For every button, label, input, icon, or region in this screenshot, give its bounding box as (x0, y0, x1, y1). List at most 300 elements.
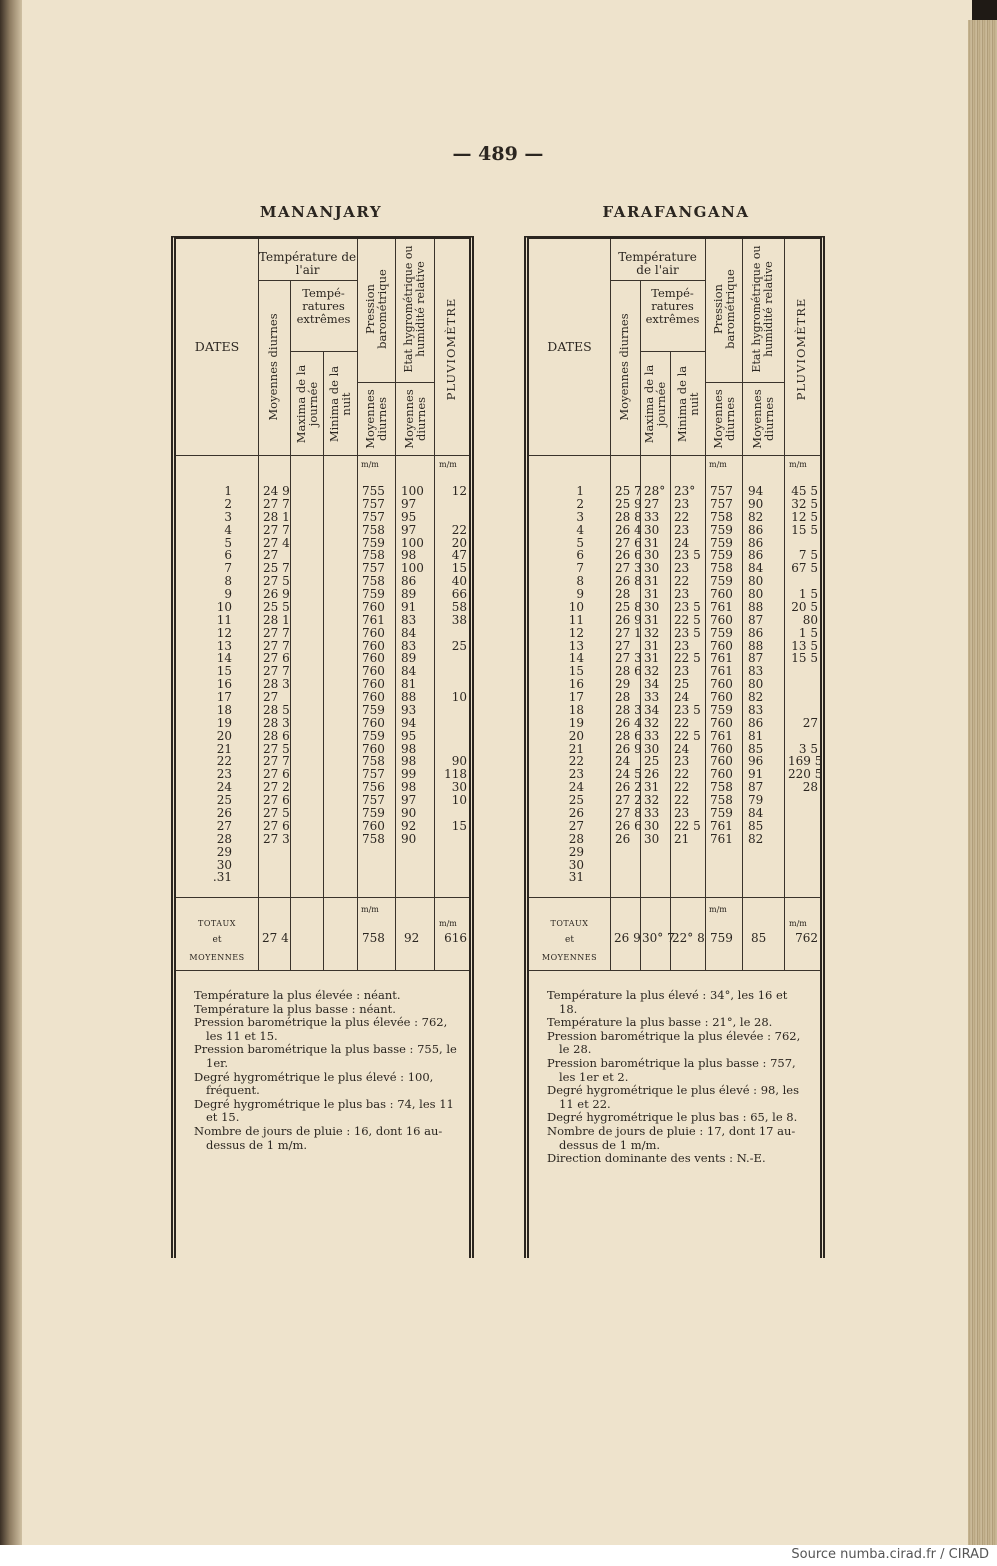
cell-date: 6 (224, 548, 232, 563)
cell-moyenne: 24 9 (263, 484, 290, 498)
cell-pluvio: 38 (451, 612, 467, 627)
cell-date: 17 (568, 690, 584, 705)
column-rule (784, 239, 785, 970)
cell-date: 13 (216, 638, 232, 653)
label-et: et (212, 935, 222, 945)
cell-pression: 760 (362, 651, 385, 666)
cell-total: 26 9 (614, 931, 641, 945)
cell-pression: 758 (362, 831, 385, 846)
cell-pression: 760 (710, 754, 733, 769)
column-rule (290, 280, 291, 970)
cell-date: 8 (576, 574, 584, 589)
cell-date: 2 (224, 496, 232, 511)
cell-date: 12 (216, 625, 232, 640)
cell-maxima: 33 (644, 728, 660, 743)
cell-minima: 25 (674, 677, 690, 692)
note-line: Nombre de jours de pluie : 16, dont 16 au-dessus de 1 m/m. (194, 1123, 443, 1152)
cell-date: 10 (568, 599, 584, 614)
header-pression: Pression barométrique (710, 269, 737, 349)
cell-moyenne: 26 4 (615, 522, 642, 537)
cell-hygro: 79 (748, 793, 764, 808)
cell-pluvio: 32 5 (791, 496, 818, 511)
cell-hygro: 98 (401, 548, 417, 563)
table-farafangana (524, 236, 825, 1258)
cell-date: 19 (568, 715, 584, 730)
cell-date: 22 (568, 754, 584, 769)
rule-temp-extremes (640, 351, 705, 352)
cell-hygro: 82 (748, 509, 764, 524)
cell-pression: 759 (710, 548, 733, 563)
cell-pression: 760 (362, 818, 385, 833)
unit-pluvio: m/m (439, 460, 457, 469)
cell-moyenne: 27 5 (263, 741, 290, 756)
cell-date: 19 (216, 715, 232, 730)
cell-date: 3 (576, 509, 584, 524)
cell-date: 7 (224, 561, 232, 576)
cell-pluvio: 28 (802, 780, 818, 795)
cell-pluvio: 10 (451, 793, 467, 808)
cell-pluvio: 30 (451, 780, 467, 795)
note-line: Pression barométrique la plus élevée : 762, les 11 et 15. (194, 1015, 448, 1043)
cell-moyenne: 28 8 (615, 509, 642, 524)
cell-pluvio: 40 (451, 574, 467, 589)
cell-minima: 24 (674, 741, 690, 756)
cell-minima: 22 (674, 509, 690, 524)
cell-hygro: 96 (748, 754, 764, 769)
cell-pression: 760 (710, 690, 733, 705)
cell-date: 4 (576, 522, 584, 537)
cell-pression: 758 (362, 548, 385, 563)
cell-moyenne: 26 4 (615, 715, 642, 730)
unit-pluvio: m/m (789, 460, 807, 469)
cell-date: 21 (568, 741, 584, 756)
cell-date: 1 (224, 484, 232, 498)
cell-moyenne: 27 7 (263, 638, 290, 653)
cell-date: 28 (568, 831, 584, 846)
cell-moyenne: 27 3 (615, 561, 642, 576)
cell-moyenne: 27 3 (615, 651, 642, 666)
cell-hygro: 82 (748, 690, 764, 705)
cell-total: 27 4 (262, 931, 289, 945)
cell-moyenne: 27 7 (263, 496, 290, 511)
cell-maxima: 31 (644, 638, 660, 653)
column-rule (705, 239, 706, 970)
cell-date: 29 (216, 844, 232, 859)
cell-hygro: 84 (401, 664, 417, 679)
cell-hygro: 89 (401, 651, 417, 666)
cell-minima: 21 (674, 831, 690, 846)
cell-date: 30 (216, 857, 232, 872)
cell-pression: 758 (362, 522, 385, 537)
cell-maxima: 30 (644, 548, 660, 563)
note-line: Nombre de jours de pluie : 17, dont 17 au-dessus de 1 m/m. (547, 1123, 796, 1152)
cell-maxima: 30 (644, 831, 660, 846)
cell-pression: 759 (710, 522, 733, 537)
cell-date: 4 (224, 522, 232, 537)
cell-pression: 758 (710, 793, 733, 808)
cell-pluvio: 12 5 (791, 509, 818, 524)
header-dates: DATES (194, 339, 240, 354)
cell-date: 11 (216, 612, 232, 627)
cell-hygro: 94 (748, 484, 764, 498)
rule-temp-air (610, 280, 705, 281)
unit-pression: m/m (361, 460, 379, 469)
cell-hygro: 90 (401, 831, 417, 846)
cell-moyenne: 27 2 (263, 780, 290, 795)
cell-pluvio: 15 5 (791, 522, 818, 537)
cell-date: 16 (568, 677, 584, 692)
cell-moyenne: 27 4 (263, 535, 290, 550)
cell-pression: 757 (362, 561, 385, 576)
cell-pluvio: 7 5 (798, 548, 818, 563)
cell-moyenne: 26 9 (263, 587, 290, 602)
cell-moyenne: 25 7 (615, 484, 642, 498)
cell-hygro: 86 (748, 625, 764, 640)
cell-pression: 756 (362, 780, 385, 795)
cell-total: 22° 8 (672, 931, 705, 945)
cell-date: 18 (568, 702, 584, 717)
cell-hygro: 80 (748, 587, 764, 602)
cell-pression: 760 (362, 599, 385, 614)
cell-date: 14 (568, 651, 584, 666)
cell-pluvio: 67 5 (791, 561, 818, 576)
cell-hygro: 80 (748, 574, 764, 589)
header-pression-moyennes: Moyennes diurnes (710, 389, 737, 449)
cell-minima: 22 (674, 793, 690, 808)
cell-pression: 760 (362, 741, 385, 756)
cell-hygro: 83 (748, 702, 764, 717)
cell-date: 7 (576, 561, 584, 576)
cell-minima: 23 (674, 522, 690, 537)
cell-pression: 760 (710, 715, 733, 730)
header-maxima: Maxima de la journée (293, 364, 320, 444)
cell-minima: 22 5 (674, 818, 701, 833)
cell-pluvio: 169 5 (788, 754, 823, 769)
station-title-mananjary: MANANJARY (259, 203, 383, 221)
cell-maxima: 26 (644, 767, 660, 782)
cell-hygro: 100 (401, 484, 424, 498)
cell-hygro: 83 (401, 612, 417, 627)
cell-pression: 760 (710, 638, 733, 653)
header-pluviometre: PLUVIOMÈTRE (794, 297, 808, 401)
cell-maxima: 33 (644, 806, 660, 820)
rule-totals-bottom (529, 970, 820, 971)
cell-pluvio: 3 5 (798, 741, 818, 756)
cell-maxima: 31 (644, 574, 660, 589)
cell-moyenne: 27 6 (263, 793, 290, 808)
cell-hygro: 85 (748, 741, 764, 756)
cell-pression: 757 (362, 496, 385, 511)
cell-date: 15 (216, 664, 232, 679)
cell-maxima: 30 (644, 522, 660, 537)
cell-hygro: 90 (401, 806, 417, 820)
cell-date: 28 (216, 831, 232, 846)
cell-pression: 760 (710, 741, 733, 756)
cell-moyenne: 26 9 (615, 741, 642, 756)
cell-pression: 759 (362, 728, 385, 743)
label-moyennes: MOYENNES (189, 953, 245, 962)
cell-moyenne: 27 5 (263, 574, 290, 589)
cell-pression: 758 (710, 509, 733, 524)
cell-maxima: 32 (644, 664, 660, 679)
table-mananjary (171, 236, 474, 1258)
cell-date: 22 (216, 754, 232, 769)
cell-moyenne: 25 8 (615, 599, 642, 614)
cell-pression: 757 (362, 509, 385, 524)
cell-maxima: 30 (644, 561, 660, 576)
cell-hygro: 81 (401, 677, 417, 692)
cell-moyenne: 27 6 (263, 651, 290, 666)
cell-minima: 22 5 (674, 612, 701, 627)
cell-total: 758 (362, 931, 385, 945)
cell-date: 20 (568, 728, 584, 743)
cell-hygro: 97 (401, 793, 417, 808)
page-edges (968, 20, 997, 1545)
cell-moyenne: 28 6 (263, 728, 290, 743)
header-maxima: Maxima de la journée (642, 364, 668, 444)
cell-date: 31 (568, 870, 584, 885)
cell-date: 1 (576, 484, 584, 498)
cell-pression: 757 (710, 496, 733, 511)
cell-date: 29 (568, 844, 584, 859)
cell-pluvio: 66 (451, 587, 467, 602)
cell-hygro: 86 (748, 522, 764, 537)
cell-minima: 23° (674, 484, 696, 498)
cell-pression: 760 (710, 612, 733, 627)
cell-moyenne: 25 5 (263, 599, 290, 614)
cell-date: 3 (224, 509, 232, 524)
cell-hygro: 88 (401, 690, 417, 705)
cell-hygro: 84 (748, 561, 764, 576)
header-minima: Minima de la nuit (327, 365, 353, 443)
cell-minima: 23 5 (674, 548, 701, 563)
cell-minima: 23 (674, 496, 690, 511)
cell-date: 17 (216, 690, 232, 705)
cell-pression: 757 (362, 793, 385, 808)
note-line: Degré hygrométrique le plus bas : 74, les 11 et 15. (194, 1096, 454, 1125)
cell-date: 26 (568, 806, 584, 820)
header-hygro: Etat hygrométrique ou humidité relative (750, 245, 775, 373)
cell-pression: 760 (362, 625, 385, 640)
cell-pression: 761 (710, 599, 733, 614)
cell-moyenne: 27 5 (263, 806, 290, 820)
cell-pression: 761 (362, 612, 385, 627)
cell-date: 5 (224, 535, 232, 550)
cell-date: .31 (212, 870, 232, 885)
cell-pression: 759 (362, 702, 385, 717)
label-totaux: TOTAUX (550, 919, 589, 928)
cell-minima: 22 5 (674, 728, 701, 743)
cell-pluvio: 27 (802, 715, 818, 730)
cell-pluvio: 20 5 (791, 599, 818, 614)
book-spine (0, 0, 22, 1545)
cell-minima: 24 (674, 535, 690, 550)
cell-date: 18 (216, 702, 232, 717)
cell-moyenne: 26 6 (615, 818, 642, 833)
cell-date: 30 (568, 857, 584, 872)
cell-maxima: 33 (644, 690, 660, 705)
cell-maxima: 25 (644, 754, 660, 769)
rule-pression (705, 382, 742, 383)
cell-moyenne: 28 6 (615, 664, 642, 679)
cell-hygro: 100 (401, 535, 424, 550)
cell-hygro: 82 (748, 831, 764, 846)
cell-hygro: 87 (748, 651, 764, 666)
cell-date: 9 (224, 587, 232, 602)
cell-total: 759 (710, 931, 733, 945)
cell-date: 26 (216, 806, 232, 820)
cell-pression: 760 (362, 664, 385, 679)
cell-date: 9 (576, 587, 584, 602)
rule-header-bottom (529, 455, 820, 456)
cell-pression: 761 (710, 651, 733, 666)
cell-date: 16 (216, 677, 232, 692)
cell-hygro: 95 (401, 728, 417, 743)
cell-maxima: 27 (644, 496, 660, 511)
cell-moyenne: 27 (263, 548, 279, 563)
cell-moyenne: 27 7 (263, 625, 290, 640)
cell-date: 23 (568, 767, 584, 782)
header-temp-air: Température de l'air (258, 250, 357, 277)
cell-hygro: 92 (401, 818, 417, 833)
cell-date: 13 (568, 638, 584, 653)
cell-pression: 760 (362, 690, 385, 705)
cell-hygro: 87 (748, 612, 764, 627)
cell-moyenne: 27 (263, 690, 279, 705)
cell-hygro: 91 (748, 767, 764, 782)
cell-pression: 760 (710, 587, 733, 602)
cell-hygro: 93 (401, 702, 417, 717)
header-dates: DATES (547, 339, 592, 354)
notes-block (547, 989, 808, 1166)
header-temp-air: Température de l'air (618, 250, 697, 277)
cell-hygro: 98 (401, 780, 417, 795)
cell-moyenne: 28 3 (615, 702, 642, 717)
cell-maxima: 32 (644, 625, 660, 640)
header-pression-moyennes: Moyennes diurnes (363, 389, 389, 449)
label-et: et (565, 935, 574, 945)
note-line: Température la plus basse : 21°, le 28. (547, 1015, 773, 1030)
cell-maxima: 28° (644, 484, 666, 498)
cell-date: 27 (216, 818, 232, 833)
cell-pluvio: 12 (451, 484, 467, 498)
source-credit: Source numba.cirad.fr / CIRAD (791, 1547, 989, 1562)
cell-pression: 757 (362, 767, 385, 782)
cell-pression: 758 (710, 780, 733, 795)
note-line: Degré hygrométrique le plus élevé : 100, fréquent. (194, 1069, 434, 1098)
cell-moyenne: 27 7 (263, 522, 290, 537)
cell-minima: 23 5 (674, 702, 701, 717)
cell-minima: 23 (674, 664, 690, 679)
cell-maxima: 34 (644, 702, 660, 717)
cell-pluvio: 1 5 (798, 587, 818, 602)
cell-hygro: 83 (401, 638, 417, 653)
unit-totals-pluvio: m/m (439, 919, 457, 928)
cell-moyenne: 26 (615, 831, 631, 846)
rule-hygro (395, 382, 434, 383)
label-moyennes: MOYENNES (541, 953, 598, 962)
cell-pluvio: 47 (451, 548, 467, 563)
cell-date: 10 (216, 599, 232, 614)
cell-pression: 761 (710, 728, 733, 743)
cell-date: 23 (216, 767, 232, 782)
header-pression: Pression barométrique (363, 269, 389, 349)
cell-pression: 760 (710, 677, 733, 692)
cell-minima: 23 5 (674, 625, 701, 640)
cell-hygro: 80 (748, 677, 764, 692)
cell-hygro: 84 (401, 625, 417, 640)
cell-total: 616 (444, 931, 467, 945)
cell-pression: 759 (710, 806, 733, 820)
cell-hygro: 100 (401, 561, 424, 576)
cell-moyenne: 28 6 (615, 728, 642, 743)
cell-hygro: 86 (748, 535, 764, 550)
cell-moyenne: 25 9 (615, 496, 642, 511)
cell-maxima: 33 (644, 509, 660, 524)
cell-maxima: 31 (644, 535, 660, 550)
cell-maxima: 30 (644, 599, 660, 614)
cell-moyenne: 26 8 (615, 574, 642, 589)
cell-minima: 22 (674, 780, 690, 795)
cell-minima: 22 (674, 715, 690, 730)
cell-date: 25 (216, 793, 232, 808)
cell-pression: 759 (710, 574, 733, 589)
cell-maxima: 34 (644, 677, 660, 692)
header-temp-extremes: Tempé- ratures extrêmes (296, 286, 351, 326)
cell-date: 14 (216, 651, 232, 666)
cell-moyenne: 27 1 (615, 625, 642, 640)
cell-pression: 757 (710, 484, 733, 498)
cell-hygro: 88 (748, 599, 764, 614)
cell-moyenne: 24 (615, 754, 631, 769)
cell-moyenne: 28 3 (263, 715, 290, 730)
cell-date: 5 (576, 535, 584, 550)
cell-pluvio: 25 (451, 638, 467, 653)
cell-pluvio: 220 5 (788, 767, 823, 782)
cell-moyenne: 24 5 (615, 767, 642, 782)
cell-pression: 755 (362, 484, 385, 498)
cell-minima: 22 5 (674, 651, 701, 666)
cell-pluvio: 90 (451, 754, 467, 769)
header-hygro-moyennes: Moyennes diurnes (401, 389, 428, 449)
cell-hygro: 86 (401, 574, 417, 589)
cell-total: 85 (751, 931, 767, 945)
column-rule (670, 351, 671, 970)
rule-temp-air (258, 280, 357, 281)
cell-moyenne: 27 6 (263, 767, 290, 782)
cell-pluvio: 1 5 (798, 625, 818, 640)
cell-hygro: 81 (748, 728, 764, 743)
note-line: Pression barométrique la plus élevée : 762, le 28. (547, 1028, 801, 1057)
cell-date: 12 (568, 625, 584, 640)
cell-pression: 759 (710, 625, 733, 640)
cell-pression: 759 (362, 587, 385, 602)
cell-date: 21 (216, 741, 232, 756)
note-line: Pression barométrique la plus basse : 755, le 1er. (194, 1042, 457, 1070)
cell-maxima: 30 (644, 741, 660, 756)
cell-minima: 23 (674, 561, 690, 576)
cell-date: 24 (568, 780, 584, 795)
cell-date: 25 (568, 793, 584, 808)
cell-minima: 23 (674, 754, 690, 769)
rule-pression (357, 382, 395, 383)
station-title-farafangana: FARAFANGANA (602, 203, 750, 221)
cell-moyenne: 26 2 (615, 780, 642, 795)
cell-moyenne: 28 (615, 690, 631, 705)
cell-minima: 23 5 (674, 599, 701, 614)
cell-hygro: 91 (401, 599, 417, 614)
cell-pression: 760 (710, 767, 733, 782)
